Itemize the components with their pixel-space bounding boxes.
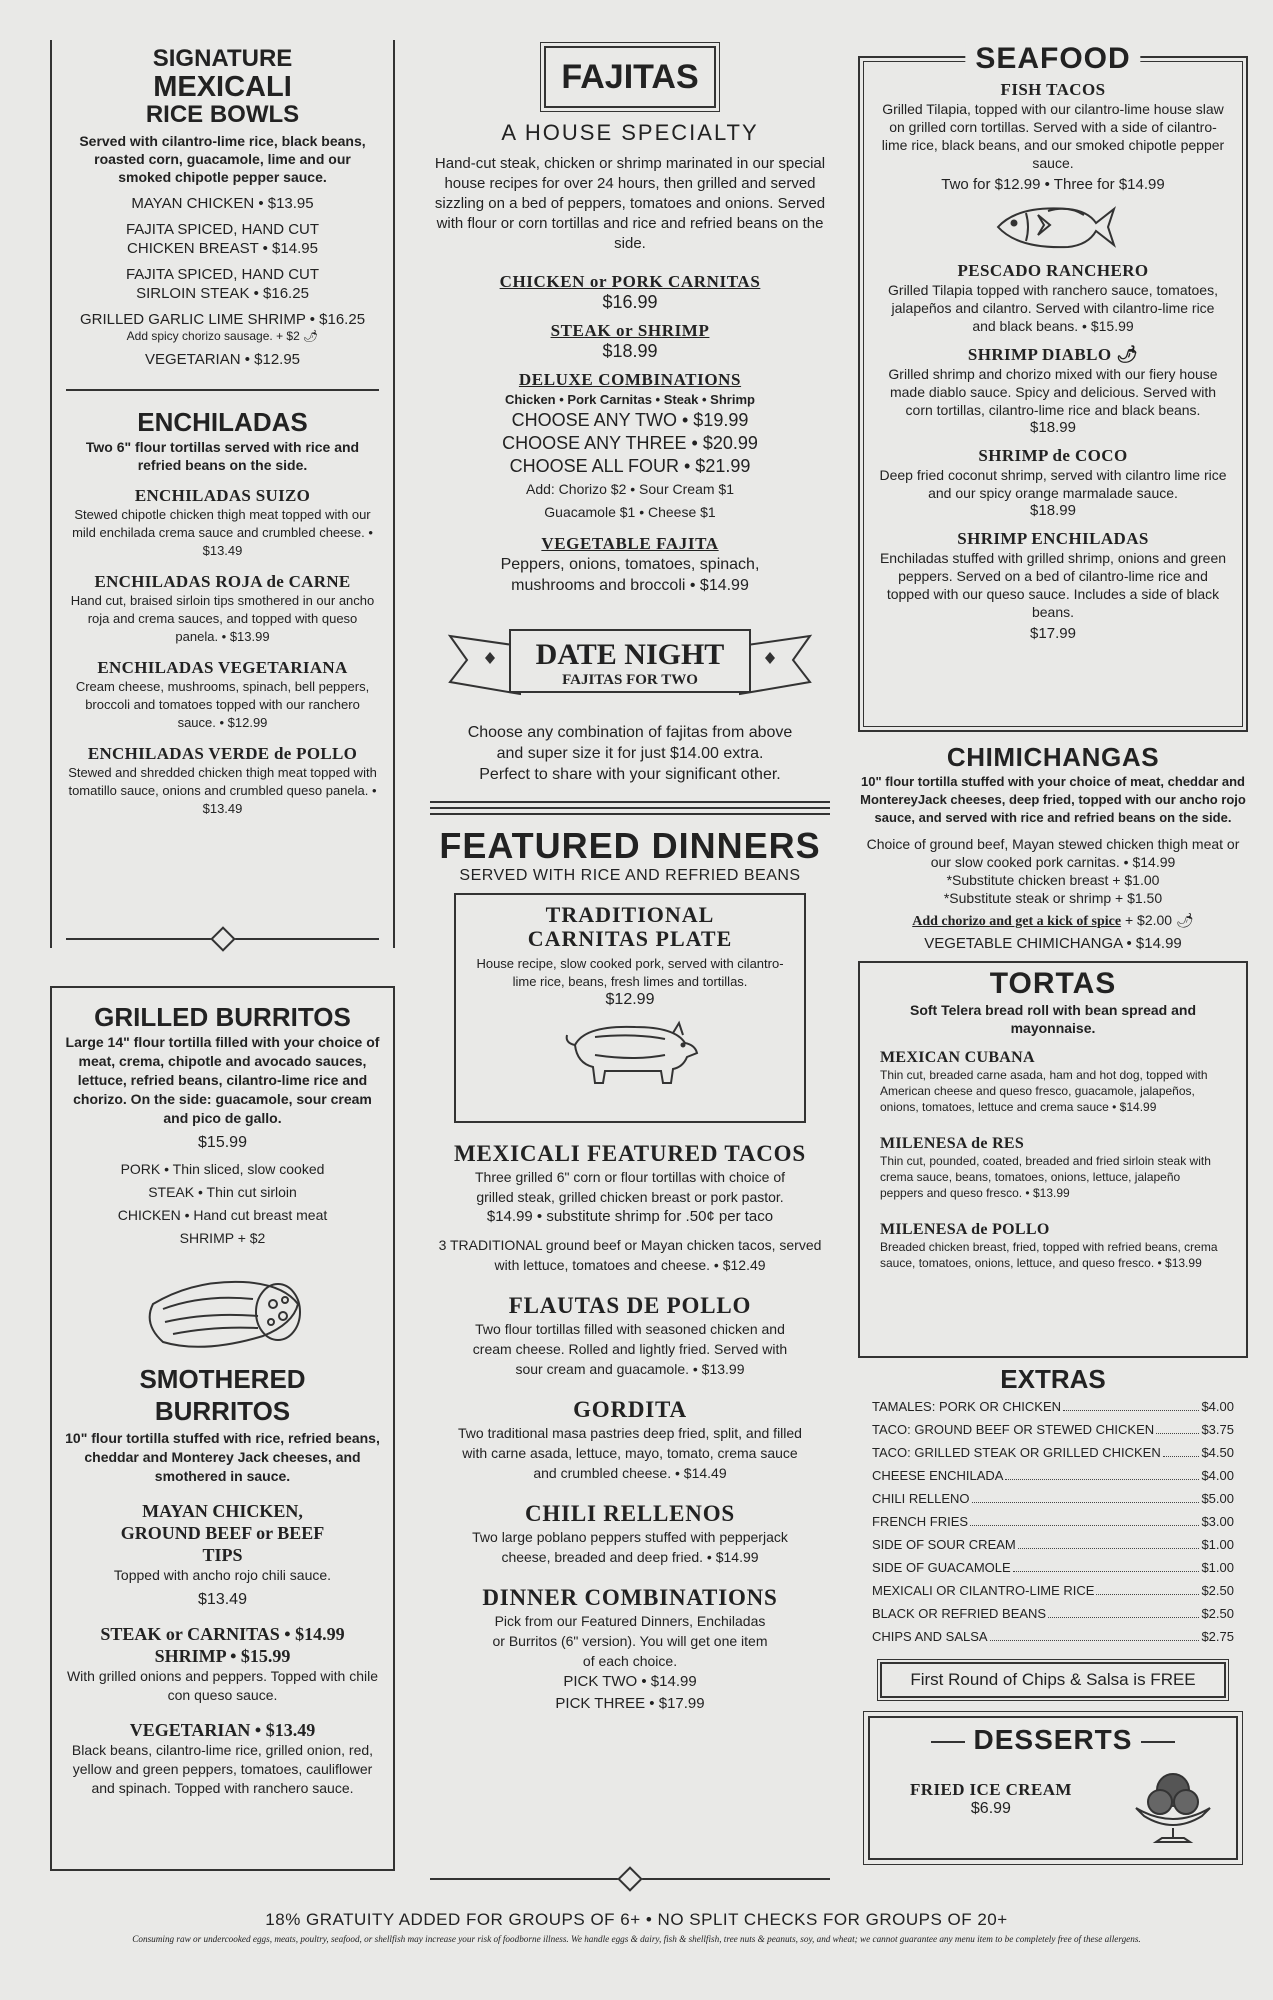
fish-tacos-desc: Grilled Tilapia, topped with our cilantro-lime house slaw on grilled corn tortillas. Served with a side of cilantro-lime rice, black beans, and our smoked chipotle pepper sauce. (881, 101, 1225, 171)
extra-row (858, 1602, 1248, 1625)
fajitas-subtitle: A HOUSE SPECIALTY (501, 120, 759, 145)
extra-price: $2.50 (1201, 1583, 1234, 1598)
combinations-pick-two: PICK TWO • $14.99 (563, 1673, 697, 1690)
date-night-line1: DATE NIGHT (535, 638, 725, 671)
shrimp-coco-desc: Deep fried coconut shrimp, served with cilantro lime rice and our spicy orange marmalade sauce. (879, 467, 1227, 501)
featured-title: FEATURED DINNERS (439, 825, 821, 866)
extra-row (858, 1395, 1248, 1418)
bowl-addon-text: Add spicy chorizo sausage. + $2 (126, 329, 300, 343)
seafood-title: SEAFOOD (965, 42, 1140, 76)
extra-row (858, 1418, 1248, 1441)
extra-price: $4.50 (1201, 1445, 1234, 1460)
burrito-meat: STEAK • Thin cut sirloin (148, 1184, 297, 1200)
burritos-description: Large 14" flour tortilla filled with your choice of meat, crema, chipotle and avocado sauces, lettuce, refried beans, cilantro-lime rice and chorizo. On the side: guacamole, sour cream and pico de gallo. (65, 1034, 380, 1126)
chili-rellenos-desc: Two large poblano peppers stuffed with pepperjack cheese, breaded and deep fried. • $14.99 (472, 1529, 788, 1565)
extra-price: $1.00 (1201, 1560, 1234, 1575)
smothered-item-title: MAYAN CHICKEN, GROUND BEEF or BEEF TIPS (120, 1501, 325, 1565)
diamond-ornament-icon (617, 1866, 642, 1891)
enchilada-item-desc: Cream cheese, mushrooms, spinach, bell peppers, broccoli and tomatoes topped with our ranchero sauce. • $12.99 (75, 679, 370, 730)
extras-title: EXTRAS (1000, 1364, 1106, 1394)
bowls-bottom-divider (66, 938, 379, 940)
shrimp-diablo-heading (878, 345, 1228, 365)
bowls-title-line1: SIGNATURE (152, 45, 293, 72)
bowl-item: MAYAN CHICKEN • $13.95 (131, 195, 314, 212)
fajita-option-price: $18.99 (602, 341, 658, 361)
extra-dots (1018, 1533, 1200, 1549)
extras-list (858, 1395, 1248, 1648)
smothered-item-desc: Black beans, cilantro-lime rice, grilled onion, red, yellow and green peppers, tomatoes, cauliflower and spinach. Topped with ranchero sauce. (71, 1742, 374, 1796)
burrito-meat: CHICKEN • Hand cut breast meat (117, 1207, 328, 1223)
chips-free-notice: First Round of Chips & Salsa is FREE (880, 1662, 1226, 1698)
dessert-item (910, 1780, 1072, 1818)
smothered-item-desc: Topped with ancho rojo chili sauce. (113, 1567, 332, 1583)
dessert-item-price: $6.99 (970, 1800, 1011, 1817)
footer-gratuity: 18% GRATUITY ADDED FOR GROUPS OF 6+ • NO SPLIT CHECKS FOR GROUPS OF 20+ (265, 1910, 1008, 1929)
chimichangas-chorizo-price: + $2.00 (1124, 912, 1173, 928)
middle-column (420, 40, 840, 1715)
deluxe-meats: Chicken • Pork Carnitas • Steak • Shrimp (505, 392, 755, 407)
extra-row (858, 1556, 1248, 1579)
shrimp-enchiladas-price: $17.99 (1030, 625, 1076, 642)
shrimp-coco-price: $18.99 (1030, 502, 1076, 519)
extra-name: SIDE OF GUACAMOLE (872, 1560, 1011, 1575)
shrimp-diablo-desc: Grilled shrimp and chorizo mixed with our fiery house made diablo sauce. Spicy and delicious. Served with corn tortillas, cilantro-lime rice and black beans. (888, 366, 1218, 418)
tortas-section (858, 961, 1248, 1358)
deluxe-line: CHOOSE ALL FOUR • $21.99 (509, 456, 751, 476)
carnitas-title-line1: TRADITIONAL (545, 902, 715, 927)
extra-price: $3.75 (1201, 1422, 1234, 1437)
chimichangas-chorizo (858, 911, 1248, 931)
pescado-ranchero-title: PESCADO RANCHERO (957, 261, 1149, 280)
smothered-item-title: VEGETARIAN • $13.49 (129, 1720, 316, 1740)
smothered-title-line1: SMOTHERED (139, 1364, 306, 1394)
extra-name: MEXICALI OR CILANTRO-LIME RICE (872, 1583, 1095, 1598)
carnitas-price: $12.99 (605, 991, 655, 1008)
bowl-item: FAJITA SPICED, HAND CUT CHICKEN BREAST • $14.95 (125, 221, 320, 257)
extra-price: $4.00 (1201, 1468, 1234, 1483)
extra-name: FRENCH FRIES (872, 1514, 969, 1529)
fish-tacos-title: FISH TACOS (1000, 80, 1106, 99)
bowl-item: GRILLED GARLIC LIME SHRIMP • $16.25 (79, 311, 366, 328)
deluxe-title: DELUXE COMBINATIONS (518, 370, 742, 389)
bowls-description: Served with cilantro-lime rice, black beans, roasted corn, guacamole, lime and our smoked chipotle pepper sauce. (79, 133, 366, 185)
flautas-desc: Two flour tortillas filled with seasoned chicken and cream cheese. Rolled and lightly fried. Served with sour cream and guacamole. • $13.99 (472, 1321, 788, 1377)
date-night-desc: Choose any combination of fajitas from above (467, 724, 793, 741)
enchilada-item-title: ENCHILADAS SUIZO (134, 486, 311, 505)
section-divider (66, 389, 379, 391)
extra-dots (1063, 1395, 1199, 1411)
extra-name: CHIPS AND SALSA (872, 1629, 988, 1644)
fajitas-description: Hand-cut steak, chicken or shrimp marinated in our special house recipes for over 24 hours, then grilled and served sizzling on a bed of peppers, tomatoes and onions. Served with flour or corn tortillas and rice and refried beans on the side. (434, 155, 826, 252)
desserts-title (884, 1724, 1222, 1756)
tortas-title: TORTAS (989, 967, 1117, 1000)
enchilada-item-title: ENCHILADAS ROJA de CARNE (94, 572, 351, 591)
fajita-option-price: $16.99 (602, 292, 658, 312)
shrimp-diablo-title: SHRIMP DIABLO (967, 345, 1112, 364)
chimichangas-choice: Choice of ground beef, Mayan stewed chicken thigh meat or our slow cooked pork carnitas. • $14.99 (866, 836, 1240, 870)
extra-dots (1163, 1441, 1200, 1457)
combinations-desc: Pick from our Featured Dinners, Enchiladas or Burritos (6" version). You will get one item of each choice. (492, 1613, 768, 1669)
extra-price: $2.50 (1201, 1606, 1234, 1621)
tacos-price: $14.99 • substitute shrimp for .50¢ per taco (486, 1208, 774, 1225)
bowl-addon (66, 329, 379, 343)
extra-price: $4.00 (1201, 1399, 1234, 1414)
chimichangas-sub: *Substitute steak or shrimp + $1.50 (943, 890, 1163, 906)
dessert-rule (931, 1741, 965, 1743)
burrito-meat: SHRIMP + $2 (179, 1230, 266, 1246)
middle-bottom-divider (430, 1878, 830, 1880)
chili-pepper-icon: 🌶 (303, 329, 319, 343)
gordita-title: GORDITA (573, 1397, 687, 1422)
fish-tacos-price: Two for $12.99 • Three for $14.99 (941, 176, 1165, 193)
enchilada-item-title: ENCHILADAS VERDE de POLLO (87, 744, 358, 763)
chili-rellenos-title: CHILI RELLENOS (525, 1501, 735, 1526)
desserts-title-text: DESSERTS (973, 1724, 1133, 1755)
bowl-item-vegetarian: VEGETARIAN • $12.95 (144, 351, 301, 368)
extra-name: BLACK OR REFRIED BEANS (872, 1606, 1047, 1621)
smothered-item-desc: With grilled onions and peppers. Topped with chile con queso sauce. (66, 1668, 379, 1703)
fajita-option-title: CHICKEN or PORK CARNITAS (499, 272, 761, 291)
torta-item-desc: Breaded chicken breast, fried, topped with refried beans, crema sauce, tomatoes, onions, lettuce, and queso fresco. • $13.99 (880, 1240, 1218, 1270)
shrimp-diablo-price: $18.99 (1030, 419, 1076, 436)
smothered-item-price: $13.49 (198, 1591, 247, 1608)
date-night-line2: FAJITAS FOR TWO (562, 672, 698, 688)
vegetable-fajita-desc: Peppers, onions, tomatoes, spinach, mushrooms and broccoli • $14.99 (500, 556, 760, 594)
fajita-option-title: STEAK or SHRIMP (550, 321, 710, 340)
smothered-title-line2: BURRITOS (154, 1396, 291, 1426)
fajitas-title: FAJITAS (544, 46, 716, 108)
extra-name: CHEESE ENCHILADA (872, 1468, 1004, 1483)
extra-row (858, 1625, 1248, 1648)
gordita-desc: Two traditional masa pastries deep fried, split, and filled with carne asada, lettuce, mayo, tomato, crema sauce and crumbled cheese. • $14.49 (458, 1425, 802, 1481)
bowls-title-line3: RICE BOWLS (145, 101, 300, 128)
left-column (50, 40, 395, 1871)
shrimp-coco-title: SHRIMP de COCO (978, 446, 1128, 465)
footer-allergen-notice: Consuming raw or undercooked eggs, meats, poultry, seafood, or shellfish may increase your risk of foodborne illness. We handle eggs & dairy, fish & shellfish, tree nuts & peanuts, soy, and wheat; we cannot guarantee any menu item to be completely free of these allergens. (132, 1934, 1141, 1944)
extra-dots (1048, 1602, 1199, 1618)
footer (0, 1910, 1273, 1944)
extra-row (858, 1579, 1248, 1602)
extra-price: $1.00 (1201, 1537, 1234, 1552)
extra-row (858, 1510, 1248, 1533)
smothered-item-title: STEAK or CARNITAS • $14.99 (100, 1624, 345, 1644)
torta-item-title: MEXICAN CUBANA (880, 1049, 1035, 1066)
enchiladas-title: ENCHILADAS (137, 407, 308, 437)
extra-dots (972, 1487, 1200, 1503)
date-night-banner (445, 616, 815, 716)
right-column (858, 40, 1248, 1860)
smothered-description: 10" flour tortilla stuffed with rice, refried beans, cheddar and Monterey Jack cheeses, and smothered in sauce. (65, 1430, 380, 1484)
enchilada-item-desc: Stewed chipotle chicken thigh meat topped with our mild enchilada crema sauce and crumbled cheese. • $13.49 (72, 507, 373, 558)
torta-item-desc: Thin cut, breaded carne asada, ham and hot dog, topped with American cheese and queso fresco, guacamole, jalapeños, onions, tomatoes, lettuce and crema sauce • $14.99 (880, 1068, 1208, 1114)
torta-item-desc: Thin cut, pounded, coated, breaded and fried sirloin steak with crema sauce, beans, tomatoes, onions, lettuce, jalapeño peppers and queso fresco. • $13.99 (880, 1154, 1211, 1200)
extra-row (858, 1441, 1248, 1464)
bowls-title-line2: MEXICALI (153, 71, 292, 103)
carnitas-title-line2: CARNITAS PLATE (527, 926, 733, 951)
tacos-traditional: 3 TRADITIONAL ground beef or Mayan chicken tacos, served with lettuce, tomatoes and cheese. • $12.49 (438, 1237, 822, 1273)
enchilada-item-title: ENCHILADAS VEGETARIANA (97, 658, 348, 677)
shrimp-enchiladas-desc: Enchiladas stuffed with grilled shrimp, onions and green peppers. Served on a bed of cilantro-lime rice and topped with our queso sauce. Includes a side of black beans. (879, 550, 1227, 620)
tacos-title: MEXICALI FEATURED TACOS (454, 1141, 806, 1166)
fish-illustration-icon (988, 201, 1118, 253)
extra-dots (1013, 1556, 1200, 1572)
pescado-ranchero-desc: Grilled Tilapia topped with ranchero sauce, tomatoes, jalapeños and cilantro. Served with cilantro-lime rice and black beans. • $15.99 (888, 282, 1218, 334)
extra-dots (990, 1625, 1200, 1641)
flautas-title: FLAUTAS DE POLLO (508, 1293, 752, 1318)
combinations-title: DINNER COMBINATIONS (482, 1585, 778, 1610)
extra-row (858, 1464, 1248, 1487)
pig-illustration-icon (555, 1015, 705, 1087)
chimichangas-desc: 10" flour tortilla stuffed with your choice of meat, cheddar and MontereyJack cheeses, deep fried, topped with our ancho rojo sauce, and served with rice and refried beans on the side. (860, 774, 1246, 825)
rice-bowls-section (50, 40, 395, 948)
torta-item-title: MILENESA de RES (880, 1135, 1025, 1152)
tacos-desc: Three grilled 6" corn or flour tortillas with choice of grilled steak, grilled chicken breast or pork pastor. (475, 1169, 785, 1205)
diamond-ornament-icon (210, 926, 235, 951)
triple-divider (430, 801, 830, 815)
extra-name: CHILI RELLENO (872, 1491, 970, 1506)
chimichangas-title: CHIMICHANGAS (946, 742, 1160, 772)
vegetable-chimichanga: VEGETABLE CHIMICHANGA • $14.99 (924, 935, 1182, 952)
carnitas-desc: House recipe, slow cooked pork, served with cilantro-lime rice, beans, fresh limes and tortillas. (476, 956, 784, 989)
extra-price: $5.00 (1201, 1491, 1234, 1506)
extra-price: $3.00 (1201, 1514, 1234, 1529)
burritos-title: GRILLED BURRITOS (94, 1002, 351, 1032)
date-night-desc: Perfect to share with your significant other. (479, 766, 781, 783)
enchilada-item-desc: Hand cut, braised sirloin tips smothered in our ancho roja and crema sauces, and topped with queso panela. • $13.99 (70, 593, 375, 644)
tortas-desc: Soft Telera bread roll with bean spread and mayonnaise. (909, 1002, 1197, 1036)
enchiladas-description: Two 6" flour tortillas served with rice and refried beans on the side. (85, 439, 360, 473)
date-night-desc: and super size it for just $14.00 extra. (496, 745, 764, 762)
extra-row (858, 1487, 1248, 1510)
extra-name: TACO: GROUND BEEF OR STEWED CHICKEN (872, 1422, 1155, 1437)
extra-dots (1096, 1579, 1199, 1595)
chimichangas-chorizo-text: Add chorizo and get a kick of spice (912, 914, 1122, 929)
burrito-illustration-icon (133, 1264, 313, 1359)
deluxe-addons: Guacamole $1 • Cheese $1 (544, 504, 716, 520)
burritos-price: $15.99 (198, 1134, 247, 1151)
chimichangas-sub: *Substitute chicken breast + $1.00 (946, 872, 1160, 888)
torta-item-title: MILENESA de POLLO (880, 1221, 1050, 1238)
extra-name: TAMALES: PORK OR CHICKEN (872, 1399, 1062, 1414)
chili-pepper-icon: 🌶 (1175, 912, 1194, 928)
shrimp-enchiladas-title: SHRIMP ENCHILADAS (957, 529, 1149, 548)
smothered-item-title: SHRIMP • $15.99 (154, 1646, 291, 1666)
deluxe-addons: Add: Chorizo $2 • Sour Cream $1 (525, 481, 734, 497)
extra-price: $2.75 (1201, 1629, 1234, 1644)
enchilada-item-desc: Stewed and shredded chicken thigh meat topped with tomatillo sauce, onions and crumbled queso panela. • $13.49 (68, 765, 377, 816)
extra-dots (1156, 1418, 1199, 1434)
extra-row (858, 1533, 1248, 1556)
extra-dots (970, 1510, 1199, 1526)
bowl-item: FAJITA SPICED, HAND CUT SIRLOIN STEAK • $16.25 (125, 266, 320, 302)
combinations-pick-three: PICK THREE • $17.99 (555, 1695, 705, 1712)
vegetable-fajita-title: VEGETABLE FAJITA (541, 534, 719, 553)
seafood-section (858, 42, 1248, 732)
desserts-section (868, 1716, 1238, 1860)
dessert-item-name: FRIED ICE CREAM (910, 1780, 1072, 1799)
ice-cream-bowl-icon (1128, 1768, 1218, 1848)
extra-name: TACO: GRILLED STEAK OR GRILLED CHICKEN (872, 1445, 1161, 1460)
deluxe-line: CHOOSE ANY THREE • $20.99 (502, 433, 758, 453)
chili-pepper-icon: 🌶 (1116, 345, 1139, 364)
burrito-meat: PORK • Thin sliced, slow cooked (120, 1161, 325, 1177)
carnitas-plate-box (454, 893, 806, 1123)
dessert-rule (1141, 1741, 1175, 1743)
extra-name: SIDE OF SOUR CREAM (872, 1537, 1016, 1552)
extra-dots (1005, 1464, 1199, 1480)
deluxe-line: CHOOSE ANY TWO • $19.99 (511, 410, 749, 430)
featured-subtitle: SERVED WITH RICE AND REFRIED BEANS (459, 867, 801, 884)
burritos-section (50, 986, 395, 1871)
